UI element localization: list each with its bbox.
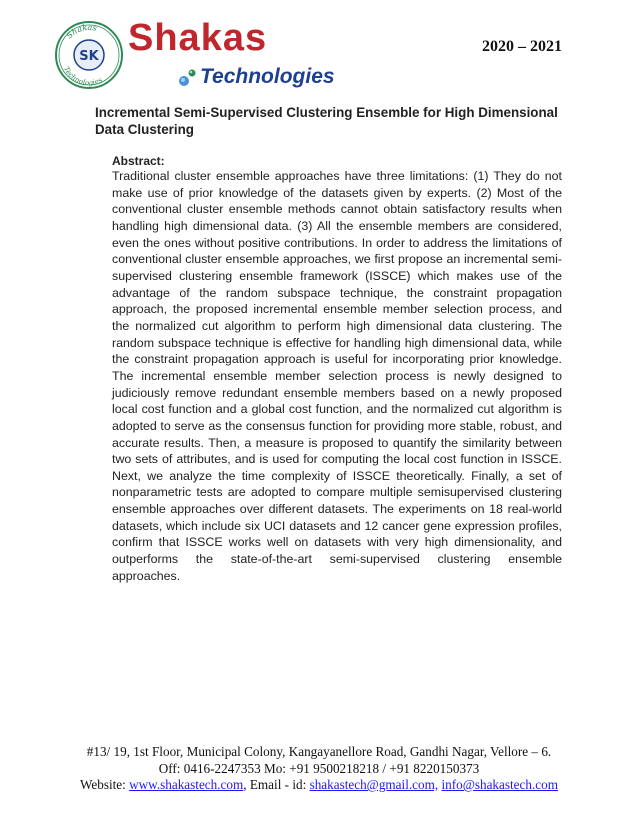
footer-contact-line: Website: www.shakastech.com, Email - id: shakastech@gmail.com, info@shakastech.com bbox=[80, 777, 558, 792]
abstract-heading: Abstract: bbox=[112, 154, 165, 168]
brand-sub: Technologies bbox=[200, 65, 335, 88]
abstract-body: Traditional cluster ensemble approaches have three limitations: (1) They do not make use of prior knowledge of the datasets given by experts. (2) Most of the conventional cluster ensemble methods cannot obtain satisfactory results when handling high dimensional data. (3) All the ensemble members are considered, even the ones without positive contributions. In order to address the limitations of conventional cluster ensemble approaches, we first propose an incremental semi-supervised clustering ensemble framework (ISSCE) which makes use of the advantage of the random subspace technique, the constraint propagation approach, the proposed incremental ensemble member selection process, and the normalized cut algorithm to perform high dimensional data clustering. The random subspace technique is effective for handling high dimensional data, while the constraint propagation approach is useful for incorporating prior knowledge. The incremental ensemble member selection process is newly designed to judiciously remove redundant ensemble members based on a newly proposed local cost function and a global cost function, and the normalized cut algorithm is adopted to serve as the consensus function for providing more stable, robust, and accurate results. Then, a measure is proposed to quantify the similarity between two sets of attributes, and is used for computing the local cost function in ISSCE. Next, we analyze the time complexity of ISSCE theoretically. Finally, a set of nonparametric tests are adopted to compare multiple semisupervised clustering ensemble approaches over different datasets. The experiments on 18 real-world datasets, which include six UCI datasets and 12 cancer gene expression profiles, confirm that ISSCE works well on datasets with very high dimensionality, and outperforms the state-of-the-art semi-supervised clustering ensemble approaches. bbox=[112, 169, 562, 583]
contact-footer bbox=[0, 744, 638, 794]
academic-year: 2020 – 2021 bbox=[482, 38, 562, 55]
email-link-info[interactable]: info@shakastech.com bbox=[441, 777, 558, 792]
company-seal-logo bbox=[54, 20, 124, 90]
document-title: Incremental Semi-Supervised Clustering Ensemble for High Dimensional Data Clustering bbox=[95, 105, 558, 137]
footer-phones: Off: 0416-2247353 Mo: +91 9500218218 / +91 8220150373 bbox=[158, 760, 480, 776]
seal-text-bottom: Technologies bbox=[62, 65, 104, 88]
globe-icon bbox=[176, 66, 198, 88]
website-link[interactable]: www.shakastech.com bbox=[129, 777, 244, 792]
email-label: Email - id: bbox=[249, 777, 307, 792]
footer-address: #13/ 19, 1st Floor, Municipal Colony, Kangayanellore Road, Gandhi Nagar, Vellore – 6. bbox=[86, 744, 552, 759]
website-label: Website: bbox=[80, 777, 126, 792]
brand-wordmark bbox=[128, 18, 348, 94]
email-link-primary[interactable]: shakastech@gmail.com, bbox=[309, 777, 439, 792]
brand-name: Shakas bbox=[128, 17, 268, 59]
seal-monogram: SK bbox=[79, 49, 99, 64]
brand-sub-row bbox=[176, 62, 335, 92]
seal-text-top: Shakas bbox=[64, 22, 98, 41]
